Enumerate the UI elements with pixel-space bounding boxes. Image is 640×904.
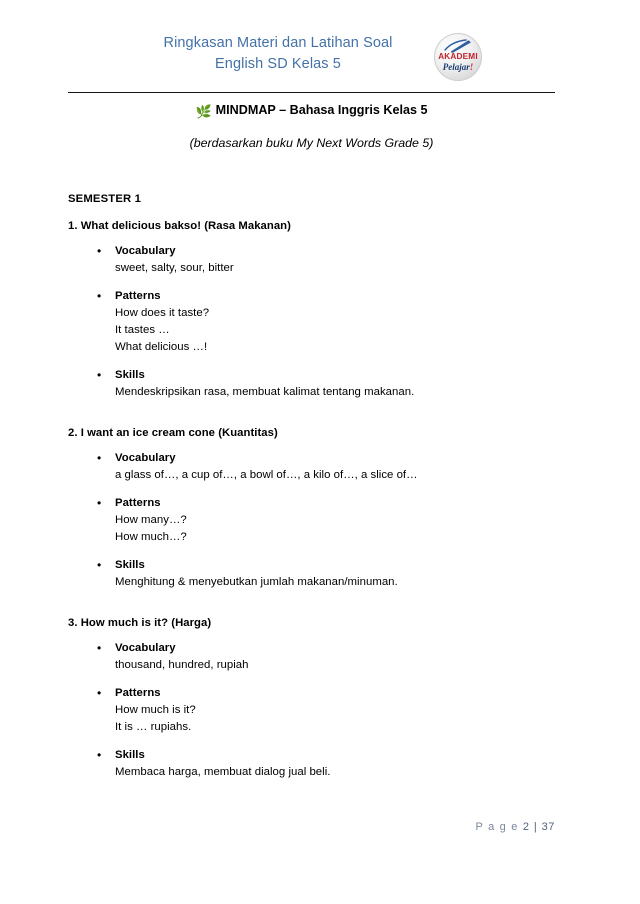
topic-group — [68, 747, 568, 781]
header-divider — [68, 92, 555, 93]
bullet-icon: • — [97, 748, 102, 762]
topic-group — [68, 640, 568, 674]
group-line: How does it taste? — [115, 307, 210, 319]
group-line: How much is it? — [115, 704, 196, 716]
group-line: Membaca harga, membuat dialog jual beli. — [115, 766, 331, 778]
page-subtitle: (berdasarkan buku My Next Words Grade 5) — [189, 136, 434, 150]
group-line: a glass of…, a cup of…, a bowl of…, a kilo of…, a slice of… — [115, 469, 418, 481]
group-label: Skills — [115, 559, 145, 571]
header-title-line-2: English SD Kelas 5 — [215, 55, 341, 72]
bullet-icon: • — [97, 368, 102, 382]
bullet-icon: • — [97, 496, 102, 510]
group-label: Vocabulary — [115, 245, 176, 257]
semester-label: SEMESTER 1 — [68, 193, 142, 205]
group-line: Menghitung & menyebutkan jumlah makanan/minuman. — [115, 576, 398, 588]
document-header — [0, 0, 640, 88]
footer-total-pages: 37 — [541, 821, 555, 833]
topic-group — [68, 557, 568, 591]
group-label: Patterns — [115, 687, 161, 699]
group-line: How many…? — [115, 514, 187, 526]
group-line: How much…? — [115, 531, 187, 543]
logo-primary-text: AKADEMI — [438, 52, 478, 61]
bullet-icon: • — [97, 451, 102, 465]
herb-leaf-icon: 🌿 — [195, 104, 212, 119]
logo-secondary-text — [434, 62, 482, 72]
page-title-text: MINDMAP – Bahasa Inggris Kelas 5 — [215, 103, 428, 117]
footer-separator: | — [533, 821, 538, 833]
bullet-icon: • — [97, 686, 102, 700]
topic-section — [68, 219, 568, 401]
group-line: sweet, salty, sour, bitter — [115, 262, 234, 274]
group-label: Patterns — [115, 290, 161, 302]
topics-container — [68, 219, 568, 781]
pen-check-icon — [443, 39, 473, 53]
topic-group — [68, 685, 568, 736]
group-label: Skills — [115, 749, 145, 761]
akademi-pelajar-logo — [434, 33, 482, 81]
document-body — [68, 192, 568, 781]
topic-section — [68, 426, 568, 591]
group-line: What delicious …! — [115, 341, 208, 353]
header-title-line-1: Ringkasan Materi dan Latihan Soal — [163, 35, 393, 51]
topic-group — [68, 450, 568, 484]
topic-heading: 1. What delicious bakso! (Rasa Makanan) — [68, 220, 291, 232]
topic-heading: 2. I want an ice cream cone (Kuantitas) — [68, 427, 278, 439]
group-line: Mendeskripsikan rasa, membuat kalimat tentang makanan. — [115, 386, 415, 398]
bullet-icon: • — [97, 244, 102, 258]
topic-group — [68, 243, 568, 277]
logo-secondary-word: Pelajar — [442, 62, 470, 72]
group-line: It tastes … — [115, 324, 170, 336]
footer-page-label: P a g e — [475, 821, 519, 833]
bullet-icon: • — [97, 558, 102, 572]
group-line: thousand, hundred, rupiah — [115, 659, 249, 671]
group-label: Vocabulary — [115, 642, 176, 654]
header-title-block — [68, 33, 488, 74]
topic-heading: 3. How much is it? (Harga) — [68, 617, 212, 629]
bullet-icon: • — [97, 641, 102, 655]
group-label: Patterns — [115, 497, 161, 509]
group-label: Vocabulary — [115, 452, 176, 464]
topic-group — [68, 367, 568, 401]
topic-section — [68, 616, 568, 781]
group-label: Skills — [115, 369, 145, 381]
page-title — [68, 101, 555, 119]
logo-exclamation: ! — [469, 62, 474, 72]
footer-current-page: 2 — [522, 821, 530, 833]
bullet-icon: • — [97, 289, 102, 303]
topic-group — [68, 495, 568, 546]
topic-group — [68, 288, 568, 356]
page-footer — [68, 820, 555, 834]
group-line: It is … rupiahs. — [115, 721, 192, 733]
